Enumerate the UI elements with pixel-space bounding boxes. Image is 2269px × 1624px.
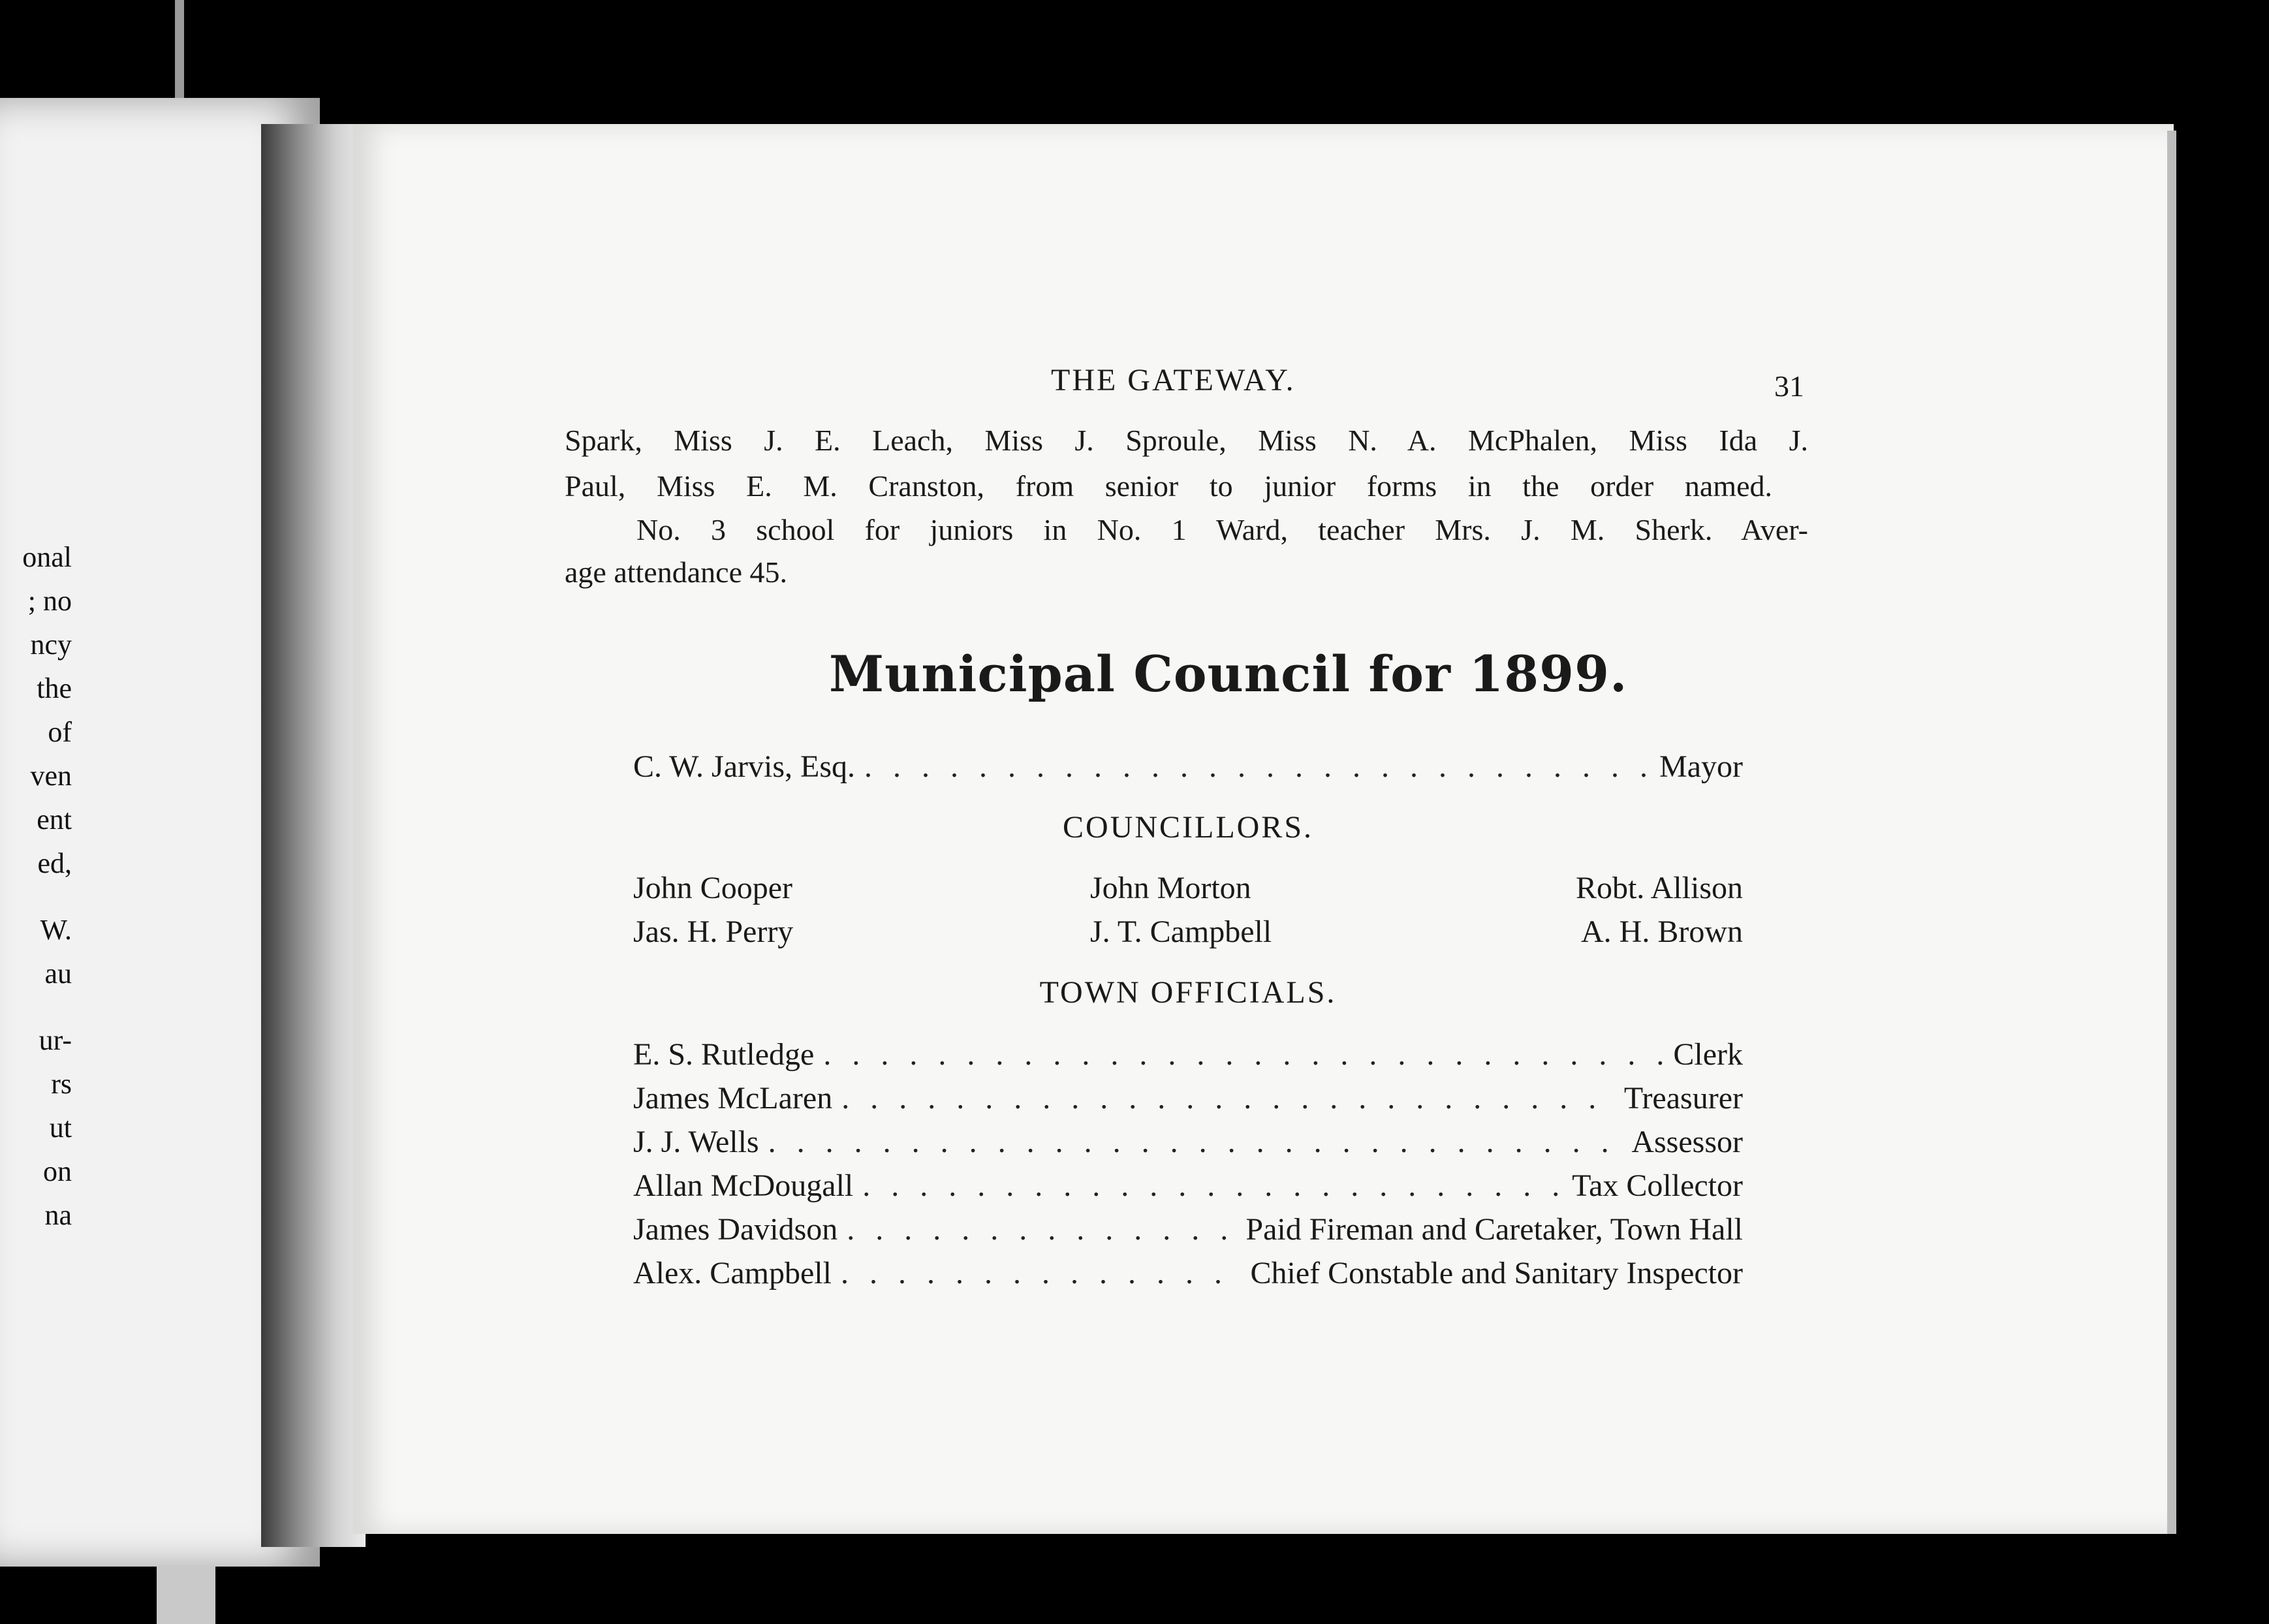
official-row bbox=[633, 1211, 1743, 1255]
councillor-name: John Morton bbox=[1090, 871, 1251, 905]
official-role: Paid Fireman and Caretaker, Town Hall bbox=[1245, 1212, 1743, 1247]
leader-dots bbox=[823, 1037, 1664, 1072]
page-number: 31 bbox=[1774, 369, 1804, 403]
leader-dots bbox=[841, 1080, 1615, 1116]
town-officials-title: TOWN OFFICIALS. bbox=[1039, 975, 1337, 1010]
paragraph-line: age attendance 45. bbox=[565, 555, 787, 589]
fragment-line: ent bbox=[37, 804, 72, 835]
leader-dots bbox=[862, 1168, 1563, 1204]
fragment-line: onal bbox=[22, 541, 72, 573]
fragment-line: au bbox=[44, 958, 72, 990]
paragraph-line: No. 3 school for juniors in No. 1 Ward, teacher Mrs. J. M. Sherk. Aver- bbox=[636, 513, 1808, 546]
fragment-line: ; no bbox=[27, 585, 72, 617]
official-role: Tax Collector bbox=[1572, 1168, 1743, 1203]
book-gutter bbox=[261, 124, 366, 1547]
official-row bbox=[633, 1037, 1743, 1080]
councillors-title: COUNCILLORS. bbox=[1062, 810, 1314, 845]
councillors-row bbox=[633, 914, 1743, 957]
mayor-name: C. W. Jarvis, Esq. bbox=[633, 749, 856, 784]
councillor-name: John Cooper bbox=[633, 871, 792, 905]
fragment-line: ut bbox=[49, 1112, 72, 1144]
leader-dots bbox=[847, 1211, 1236, 1247]
councillors-row bbox=[633, 870, 1743, 913]
fragment-line: ncy bbox=[30, 629, 72, 661]
fragment-line: of bbox=[48, 716, 72, 748]
previous-page-text-fragments bbox=[0, 535, 72, 1237]
section-heading: Municipal Council for 1899. bbox=[829, 645, 1628, 703]
official-name: James McLaren bbox=[633, 1081, 833, 1116]
official-name: J. J. Wells bbox=[633, 1125, 759, 1159]
fragment-line: na bbox=[44, 1199, 72, 1231]
leader-dots bbox=[864, 749, 1650, 785]
official-name: Allan McDougall bbox=[633, 1168, 854, 1203]
leader-dots bbox=[841, 1255, 1242, 1291]
fragment-line: ed, bbox=[37, 847, 72, 879]
councillor-name: J. T. Campbell bbox=[1090, 914, 1272, 949]
official-role: Assessor bbox=[1631, 1125, 1743, 1159]
official-role: Chief Constable and Sanitary Inspector bbox=[1250, 1256, 1743, 1290]
fragment-line: rs bbox=[51, 1068, 72, 1100]
fragment-line: ur- bbox=[39, 1024, 72, 1056]
official-role: Clerk bbox=[1673, 1037, 1743, 1072]
paragraph-line: Spark, Miss J. E. Leach, Miss J. Sproule, Miss N. A. McPhalen, Miss Ida J. bbox=[565, 424, 1808, 457]
running-head: THE GATEWAY. bbox=[1051, 363, 1296, 398]
leader-dots bbox=[768, 1124, 1623, 1160]
councillor-name: A. H. Brown bbox=[1581, 914, 1743, 949]
fragment-line: W. bbox=[40, 914, 72, 946]
official-row bbox=[633, 1168, 1743, 1211]
official-name: James Davidson bbox=[633, 1212, 838, 1247]
official-row bbox=[633, 1255, 1743, 1298]
councillor-name: Robt. Allison bbox=[1575, 871, 1743, 905]
paragraph-line: Paul, Miss E. M. Cranston, from senior to junior forms in the order named. bbox=[565, 469, 1772, 503]
official-row bbox=[633, 1124, 1743, 1167]
official-name: E. S. Rutledge bbox=[633, 1037, 815, 1072]
official-name: Alex. Campbell bbox=[633, 1256, 832, 1290]
official-row bbox=[633, 1080, 1743, 1123]
councillor-name: Jas. H. Perry bbox=[633, 914, 794, 949]
page-edge bbox=[2167, 131, 2176, 1534]
official-role: Treasurer bbox=[1623, 1081, 1743, 1116]
fragment-line: the bbox=[37, 672, 72, 704]
mayor-title: Mayor bbox=[1659, 749, 1743, 784]
mayor-row bbox=[633, 749, 1743, 792]
fragment-line: ven bbox=[30, 760, 72, 792]
fragment-line: on bbox=[43, 1155, 72, 1187]
